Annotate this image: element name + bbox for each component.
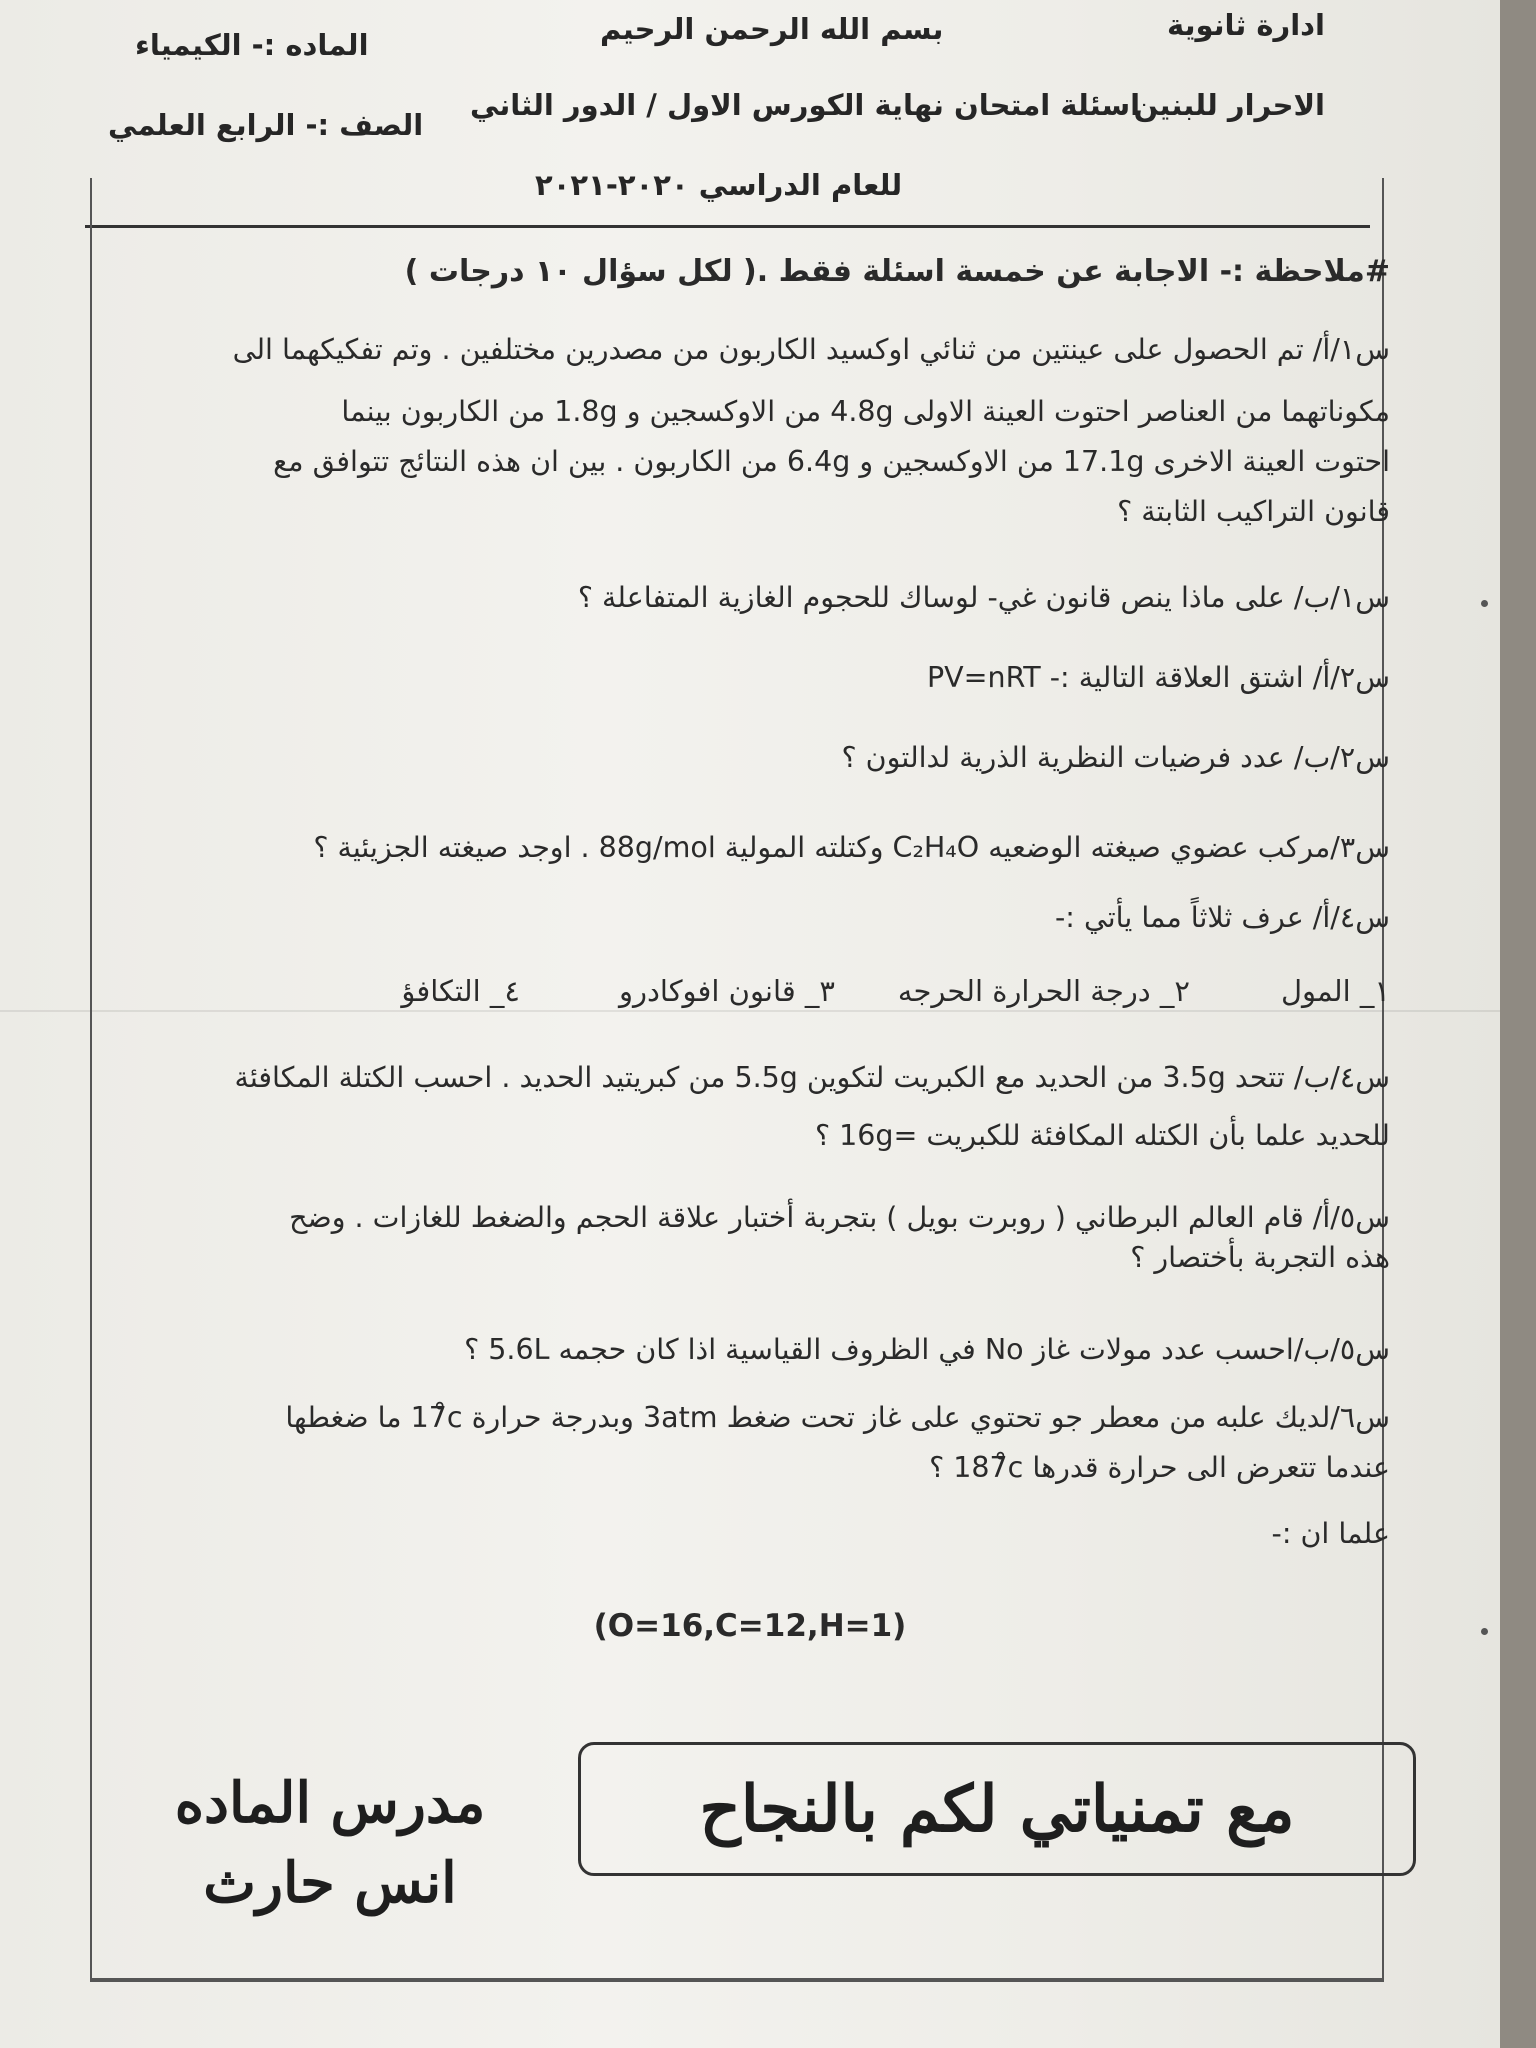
question-1b: س١/ب/ على ماذا ينص قانون غي- لوساك للحجوم الغازية المتفاعلة ؟ — [577, 581, 1390, 614]
teacher-title: مدرس الماده — [174, 1770, 486, 1836]
question-6-line2: عندما تتعرض الى حرارة قدرها 187̊c ؟ — [929, 1451, 1390, 1484]
question-1a-line3: احتوت العينة الاخرى 17.1g من الاوكسجين و 6.4g من الكاربون . بين ان هذه النتائج تتوافق مع — [273, 445, 1390, 478]
given-label: علما ان :- — [1271, 1517, 1390, 1550]
academic-year: للعام الدراسي ٢٠٢٠-٢٠٢١ — [535, 168, 903, 202]
exam-title: اسئلة امتحان نهاية الكورس الاول / الدور الثاني — [470, 88, 1141, 122]
grade-label: الصف :- الرابع العلمي — [108, 108, 424, 142]
definition-item-2: ٢_ درجة الحرارة الحرجه — [897, 974, 1190, 1008]
question-3: س٣/مركب عضوي صيغته الوضعيه C₂H₄O وكتلته المولية 88g/mol . اوجد صيغته الجزيئية ؟ — [313, 831, 1390, 864]
question-4b-line1: س٤/ب/ تتحد 3.5g من الحديد مع الكبريت لتكوين 5.5g من كبريتيد الحديد . احسب الكتلة المكافئة — [234, 1061, 1390, 1094]
subject-label: الماده :- الكيمياء — [135, 28, 369, 62]
question-5a-line2: هذه التجربة بأختصار ؟ — [1130, 1241, 1390, 1274]
school-admin-line1: ادارة ثانوية — [1167, 8, 1325, 42]
question-4a: س٤/أ/ عرف ثلاثاً مما يأتي :- — [1055, 901, 1390, 934]
question-4b-line2: للحديد علما بأن الكتله المكافئة للكبريت =16g ؟ — [814, 1119, 1390, 1152]
atomic-masses: (O=16,C=12,H=1) — [593, 1608, 907, 1644]
good-luck-box: مع تمنياتي لكم بالنجاح — [578, 1742, 1416, 1876]
question-1a-line4: قانون التراكيب الثابتة ؟ — [1117, 495, 1390, 528]
basmala: بسم الله الرحمن الرحيم — [600, 12, 944, 46]
instructions-note: #ملاحظة :- الاجابة عن خمسة اسئلة فقط .( لكل سؤال ١٠ درجات ) — [404, 254, 1390, 289]
question-5a-line1: س٥/أ/ قام العالم البرطاني ( روبرت بويل ) بتجربة أختبار علاقة الحجم والضغط للغازات . وضح — [289, 1201, 1390, 1234]
header-divider — [85, 225, 1370, 228]
punch-dot — [1481, 600, 1488, 607]
question-1a-line2: مكوناتهما من العناصر احتوت العينة الاولى 4.8g من الاوكسجين و 1.8g من الكاربون بينما — [341, 395, 1390, 428]
question-2b: س٢/ب/ عدد فرضيات النظرية الذرية لدالتون ؟ — [841, 741, 1390, 774]
definition-item-3: ٣_ قانون افوكادرو — [618, 974, 835, 1008]
punch-dot — [1481, 1628, 1488, 1635]
question-1a-line1: س١/أ/ تم الحصول على عينتين من ثنائي اوكسيد الكاربون من مصدرين مختلفين . وتم تفكيكهما الى — [232, 333, 1390, 366]
school-name: الاحرار للبنين — [1133, 88, 1325, 122]
teacher-name: انس حارث — [203, 1850, 457, 1916]
bottom-border — [90, 1978, 1382, 1980]
definitions-list — [70, 974, 1390, 1024]
question-5b: س٥/ب/احسب عدد مولات غاز No في الظروف القياسية اذا كان حجمه 5.6L ؟ — [464, 1333, 1390, 1366]
definition-item-1: ١_ المول — [1280, 974, 1390, 1008]
question-6-line1: س٦/لديك علبه من معطر جو تحتوي على غاز تحت ضغط 3atm وبدرجة حرارة 17̊c ما ضغطها — [285, 1401, 1390, 1434]
definition-item-4: ٤_ التكافؤ — [401, 974, 520, 1008]
question-2a: س٢/أ/ اشتق العلاقة التالية :- PV=nRT — [926, 661, 1390, 694]
